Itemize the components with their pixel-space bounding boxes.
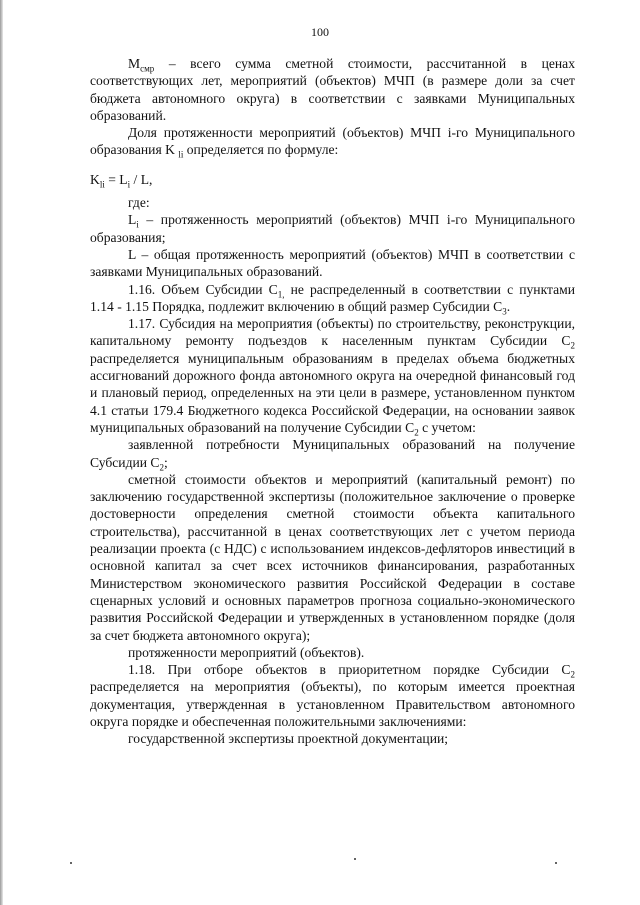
paragraph-1-16 bbox=[90, 281, 575, 316]
paragraph-text: заявленной потребности Муниципальных образований на получение Субсидии С bbox=[90, 437, 575, 470]
symbol-subscript: 2 bbox=[570, 669, 575, 680]
paragraph-length: протяженности мероприятий (объектов). bbox=[128, 644, 365, 660]
formula bbox=[90, 171, 575, 188]
paragraph-text: не распределенный в соответствии с пунктами 1.14 - 1.15 Порядка, подлежит включению в общий размер Субсидии С bbox=[90, 281, 576, 314]
paragraph-text: определяется по формуле: bbox=[183, 142, 339, 158]
paragraph-state-expertise: государственной экспертизы проектной документации; bbox=[128, 731, 449, 747]
paragraph-estimated-cost: сметной стоимости объектов и мероприятий (капитальный ремонт) по заключению государственной экспертизы (положительное заключение о проверке достоверности определения сметной стоимости объекта капитального строительства), рассчитанной в ценах соответствующих лет с учетом периода реализации проекта (с НДС) с использованием индексов-дефляторов инвестиций в основной капитал за счет всех источников финансирования, разработанных Министерством экономического развития Российской Федерации в составе сценарных условий и основных параметров прогноза социально-экономического развития Российской Федерации и утвержденных в установленном порядке (доля за счет бюджета автономного округа); bbox=[90, 471, 575, 643]
scan-edge bbox=[0, 0, 3, 905]
paragraph-text: Доля протяженности мероприятий (объектов) МЧП i-го Муниципального образования K bbox=[90, 125, 575, 158]
symbol-subscript: 2 bbox=[414, 427, 419, 438]
scan-speck bbox=[354, 858, 356, 860]
paragraph-l-definition: L – общая протяженность мероприятий (объектов) МЧП в соответствии с заявками Муниципальных образований. bbox=[90, 246, 575, 280]
symbol-subscript: li bbox=[178, 150, 184, 161]
paragraph-1-17 bbox=[90, 315, 575, 436]
symbol-subscript: i bbox=[136, 220, 139, 231]
symbol-subscript: 1, bbox=[277, 289, 285, 300]
paragraph-text: с учетом: bbox=[418, 419, 476, 435]
scan-speck bbox=[555, 862, 557, 864]
paragraph-text: – всего сумма сметной стоимости, рассчитанной в ценах соответствующих лет, мероприятий (объектов) МЧП (в размере доли за счет бюджета автономного округа) в соответствии с заявками Муниципальных образований. bbox=[90, 56, 575, 123]
symbol-subscript: 3 bbox=[502, 306, 507, 317]
formula-part: / L, bbox=[130, 171, 153, 187]
document-body bbox=[90, 55, 575, 748]
paragraph-1-18 bbox=[90, 661, 575, 730]
paragraph-share-formula-intro bbox=[90, 124, 575, 159]
formula-part: = L bbox=[104, 171, 128, 187]
paragraph-where: где: bbox=[128, 195, 150, 211]
symbol-subscript: 2 bbox=[570, 341, 575, 352]
formula-subscript: i bbox=[127, 179, 131, 190]
paragraph-msmr-definition bbox=[90, 55, 575, 124]
paragraph-text: распределяется на мероприятия (объекты), по которым имеется проектная документация, утвержденная в установленном Правительством автономного округа порядке и обеспеченная положительными заключениями: bbox=[90, 679, 575, 729]
symbol: M bbox=[128, 56, 141, 71]
paragraph-text: 1.17. Субсидия на мероприятия (объекты) по строительству, реконструкции, капитальному ремонту подъездов к населенным пунктам Субсидии С bbox=[90, 316, 575, 349]
paragraph-text: – протяженность мероприятий (объектов) МЧП i-го Муниципального образования; bbox=[90, 212, 575, 245]
paragraph-text: ; bbox=[164, 454, 168, 470]
paragraph-text: распределяется муниципальным образованиям в пределах объема бюджетных ассигнований дорожного фонда автономного округа на очередной финансовый год и плановый период, определенных на эти цели в размере, установленном пунктом 4.1 статьи 179.4 Бюджетного кодекса Российской Федерации, на основании заявок муниципальных образований на получение Субсидии С bbox=[90, 350, 575, 435]
paragraph-demand bbox=[90, 436, 575, 471]
symbol-subscript: смр bbox=[140, 63, 155, 74]
paragraph-li-definition bbox=[90, 211, 575, 246]
formula-part: K bbox=[90, 171, 100, 187]
paragraph-text: . bbox=[506, 298, 511, 314]
formula-subscript: li bbox=[99, 179, 105, 190]
scan-speck bbox=[70, 862, 72, 864]
paragraph-text: 1.16. Объем Субсидии С bbox=[128, 281, 278, 297]
symbol: L bbox=[128, 212, 137, 228]
paragraph-text: 1.18. При отборе объектов в приоритетном порядке Субсидии С bbox=[128, 662, 571, 678]
symbol-subscript: 2 bbox=[159, 462, 165, 473]
page-number: 100 bbox=[311, 25, 329, 39]
